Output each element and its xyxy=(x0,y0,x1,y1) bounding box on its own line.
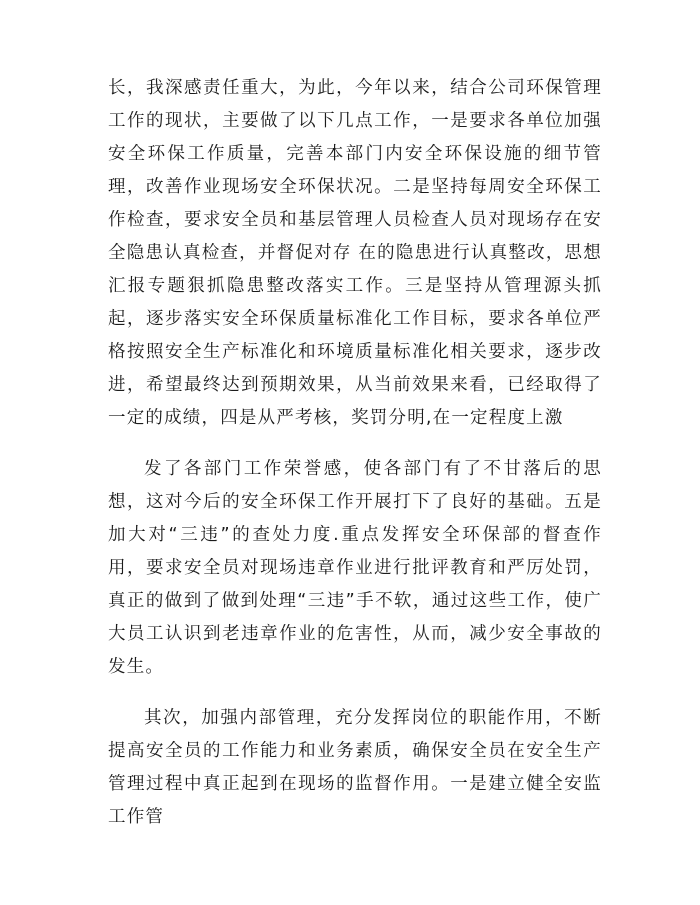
document-body xyxy=(108,72,602,852)
paragraph-1: 长，我深感责任重大，为此，今年以来，结合公司环保管理工作的现状，主要做了以下几点工作，一是要求各单位加强安全环保工作质量，完善本部门内安全环保设施的细节管理，改善作业现场安全环保状况。二是坚持每周安全环保工作检查，要求安全员和基层管理人员检查人员对现场存在安全隐患认真检查，并督促对存 在的隐患进行认真整改，思想汇报专题狠抓隐患整改落实工作。三是坚持从管理源头抓起，逐步落实安全环保质量标准化工作目标，要求各单位严格按照安全生产标准化和环境质量标准化相关要求，逐步改进，希望最终达到预期效果，从当前效果来看，已经取得了一定的成绩，四是从严考核，奖罚分明,在一定程度上激 xyxy=(108,78,602,428)
paragraph-2: 发了各部门工作荣誉感，使各部门有了不甘落后的思想，这对今后的安全环保工作开展打下了良好的基础。五是加大对“三违”的查处力度.重点发挥安全环保部的督查作用，要求安全员对现场违章作业进行批评教育和严厉处罚，真正的做到了做到处理“三违”手不软，通过这些工作，使广大员工认识到老违章作业的危害性，从而，减少安全事故的发生。 xyxy=(108,459,602,677)
paragraph-3: 其次，加强内部管理，充分发挥岗位的职能作用，不断提高安全员的工作能力和业务素质，确保安全员在安全生产管理过程中真正起到在现场的监督作用。一是建立健全安监工作管 xyxy=(108,708,602,827)
